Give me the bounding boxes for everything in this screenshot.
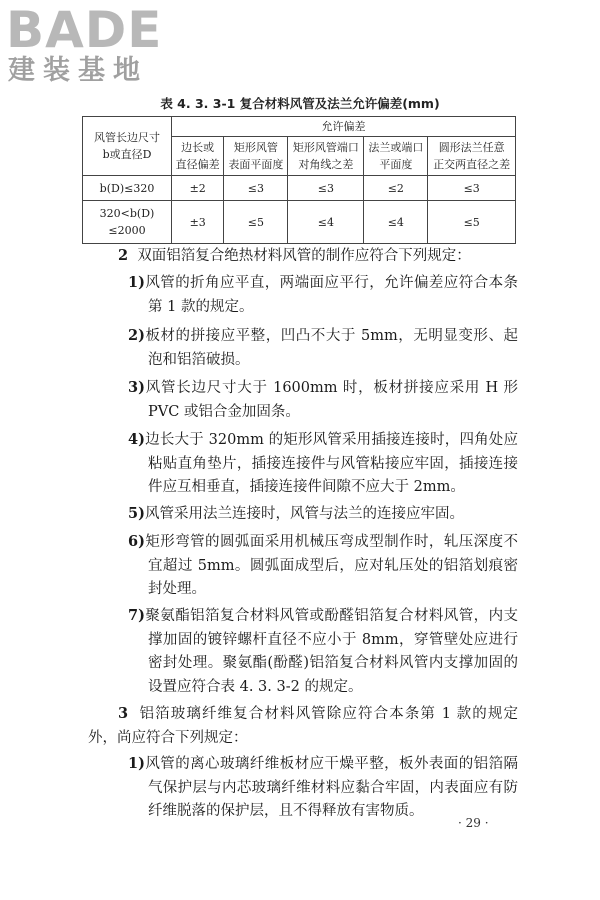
item-number: 1) — [128, 274, 145, 291]
clause-number: 3 — [118, 705, 129, 722]
item-text: 边长大于 320mm 的矩形风管采用插接连接时，四角处应粘贴直角垫片，插接连接件与风管粘接应牢固，插接连接件应互相垂直，插接连接件间隙不应大于 2mm。 — [144, 432, 518, 495]
table-cell: ≤3 — [224, 176, 288, 201]
table-cell: ±3 — [172, 201, 224, 244]
table-cell: ≤5 — [224, 201, 288, 244]
item-number: 3) — [128, 379, 145, 396]
item-number: 5) — [128, 505, 145, 522]
item-text: 风管采用法兰连接时，风管与法兰的连接应牢固。 — [144, 506, 464, 522]
item-3 — [128, 376, 518, 424]
group-header-cell: 允许偏差 — [172, 117, 516, 137]
clause-text: 双面铝箔复合绝热材料风管的制作应符合下列规定： — [137, 248, 471, 264]
item-number: 1) — [128, 755, 145, 772]
item-text: 风管的离心玻璃纤维板材应干燥平整，板外表面的铝箔隔气保护层与内芯玻璃纤维材料应黏合牢固，内表面应有防纤维脱落的保护层，且不得释放有害物质。 — [144, 756, 518, 819]
logo-wordmark: BADE — [6, 1, 163, 59]
item-2 — [128, 324, 518, 372]
clause-2 — [118, 244, 518, 269]
clause-3 — [88, 702, 518, 750]
item-number: 7) — [128, 607, 145, 624]
page-number: · 29 · — [458, 816, 489, 830]
table-caption: 表 4. 3. 3-1 复合材料风管及法兰允许偏差(mm) — [160, 96, 440, 111]
row-header-cell: 风管长边尺寸 b或直径D — [83, 117, 172, 176]
table-cell: ±2 — [172, 176, 224, 201]
item-text: 聚氨酯铝箔复合材料风管或酚醛铝箔复合材料风管，内支撑加固的镀锌螺杆直径不应小于 8mm，穿管壁处应进行密封处理。聚氨酯(酚醛)铝箔复合材料风管内支撑加固的设置应符合表 4. 3. 3-2 的规定。 — [144, 608, 518, 695]
table-cell: ≤5 — [428, 201, 516, 244]
table-cell: ≤3 — [288, 176, 364, 201]
row-label: b(D)≤320 — [83, 176, 172, 201]
item-text: 板材的拼接应平整，凹凸不大于 5mm，无明显变形、起泡和铝箔破损。 — [144, 328, 518, 368]
item-text: 风管的折角应平直，两端面应平行，允许偏差应符合本条第 1 款的规定。 — [144, 275, 518, 315]
table-cell: ≤4 — [364, 201, 428, 244]
column-header: 圆形法兰任意 正交两直径之差 — [428, 137, 516, 176]
logo — [6, 1, 163, 86]
column-header: 矩形风管端口 对角线之差 — [288, 137, 364, 176]
table-cell: ≤3 — [428, 176, 516, 201]
item-1-glass — [128, 752, 518, 824]
column-header: 矩形风管 表面平面度 — [224, 137, 288, 176]
clause-text: 铝箔玻璃纤维复合材料风管除应符合本条第 1 款的规定外，尚应符合下列规定： — [88, 706, 518, 746]
item-text: 矩形弯管的圆弧面采用机械压弯成型制作时，轧压深度不宜超过 5mm。圆弧面成型后，应对轧压处的铝箔划痕密封处理。 — [144, 534, 518, 597]
item-number: 2) — [128, 327, 145, 344]
column-header: 边长或 直径偏差 — [172, 137, 224, 176]
deviation-table — [82, 116, 516, 244]
item-1 — [128, 271, 518, 319]
table-cell: ≤2 — [364, 176, 428, 201]
logo-subtitle: 建装基地 — [8, 55, 148, 86]
item-7 — [128, 604, 518, 699]
item-number: 4) — [128, 431, 145, 448]
table-row — [83, 201, 516, 244]
item-text: 风管长边尺寸大于 1600mm 时，板材拼接应采用 H 形 PVC 或铝合金加固条。 — [144, 380, 518, 420]
item-4 — [128, 428, 518, 500]
item-5 — [128, 502, 518, 527]
item-6 — [128, 530, 518, 602]
table-cell: ≤4 — [288, 201, 364, 244]
clause-number: 2 — [118, 247, 129, 264]
column-header: 法兰或端口 平面度 — [364, 137, 428, 176]
item-number: 6) — [128, 533, 145, 550]
row-label: 320<b(D) ≤2000 — [83, 201, 172, 244]
table-row — [83, 176, 516, 201]
